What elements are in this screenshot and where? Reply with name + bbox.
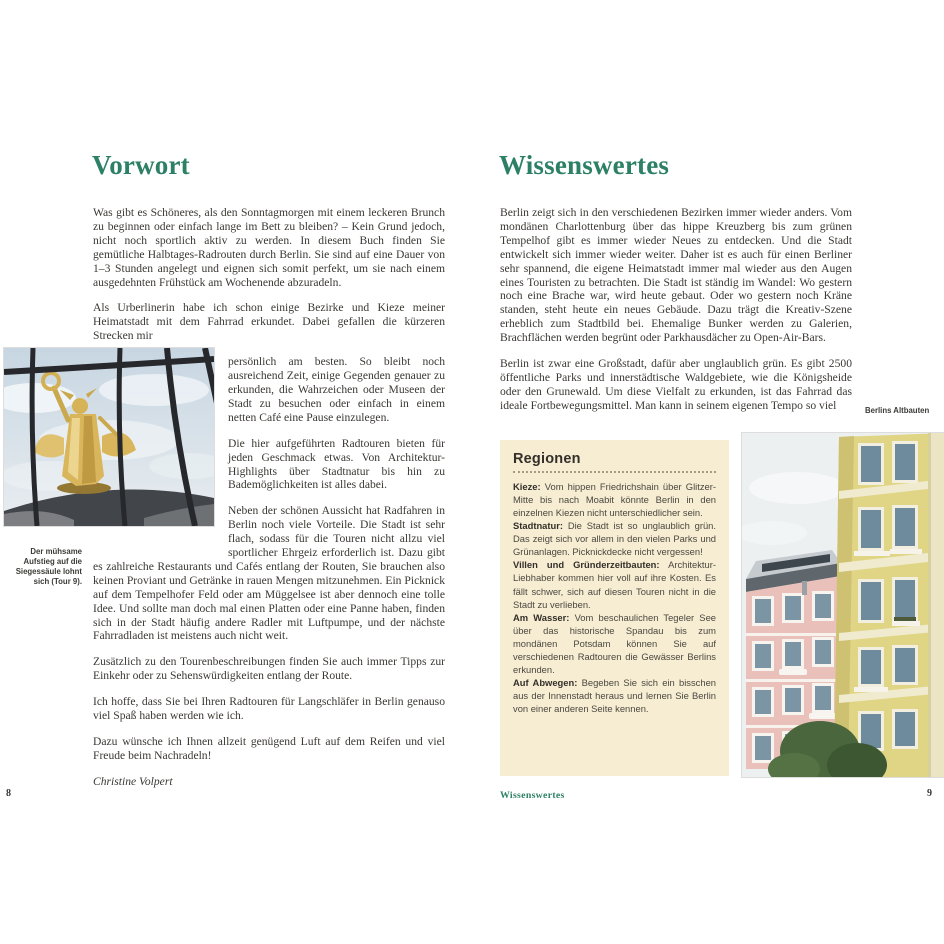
berlin-altbau-illustration <box>742 433 944 777</box>
right-photo-caption: Berlins Altbauten <box>865 406 930 415</box>
paragraph: Berlin ist zwar eine Großstadt, dafür aber unglaublich grün. Es gibt 2500 öffentliche Parks und innerstädtische Waldgebiete, wie die Königsheide oder den Grunewald. Um diese Vielfalt zu erkunden, ist das Fahrrad das ideale Fortbewegungsmittel. Man kann in seinem eigenen Tempo so viel <box>500 357 852 412</box>
info-item-label: Auf Abwegen: <box>513 676 578 688</box>
info-item-stadtnatur <box>513 519 716 558</box>
info-item-text: Die Stadt ist so unglaublich grün. Das zeigt sich vor allem in den vielen Parks und Grünanlagen. Picknickdecke nicht vergessen! <box>513 520 716 558</box>
paragraph: Ich hoffe, dass Sie bei Ihren Radtouren für Langschläfer in Berlin genauso viel Spaß haben werden wie ich. <box>93 695 445 723</box>
info-item-label: Kieze: <box>513 481 541 492</box>
paragraph: Dazu wünsche ich Ihnen allzeit genügend Luft auf dem Reifen und viel Freude beim Nachradeln! <box>93 735 445 762</box>
chapter-footer-label: Wissenswertes <box>500 790 565 801</box>
berlin-altbau-photo <box>741 432 944 778</box>
info-item-text: Begeben Sie sich ein bisschen aus der Innenstadt heraus und lernen Sie Berlin von einer anderen Seite kennen. <box>513 676 716 715</box>
paragraph: Berlin zeigt sich in den verschiedenen Bezirken immer wieder anders. Vom mondänen Charlottenburg über das hippe Kreuzberg bis zum grünen Tempelhof gibt es immer wieder Neues zu entdecken. Und die Stadt entwickelt sich immer wieder weiter. Daher ist es auch für einen Berliner sehr spannend, die eigene Heimatstadt immer mal wieder aus den Augen eines Touristen zu betrachten. Die Stadt ist ständig im Wandel: Wo gestern noch eine Brache war, wird heute gebaut. Oder wo gestern noch Kräne standen, steht heute ein neues Gebäude. Dazu trägt die Kreativ-Szene erheblich zum Stadtbild bei. Ehemalige Bunker werden zu Galerien, Brachflächen werden begrünt oder Parkhausdächer zu Open-Air-Bars. <box>500 206 852 345</box>
info-item-text: Architektur-Liebhaber kommen hier voll auf ihre Kosten. Es fällt schwer, sich auf diesen Touren nicht in die Stadt zu verlieben. <box>513 559 716 610</box>
left-photo-caption: Der mühsame Aufstieg auf die Siegessäule lohnt sich (Tour 9). <box>15 547 82 587</box>
page-number-right: 9 <box>927 788 932 799</box>
info-item-text: Vom beschaulichen Tegeler See über das historische Spandau bis zum mondänen Potsdam können Sie auf verschiedenen Radtouren die Gewässer Berlins erkunden. <box>513 611 716 675</box>
siegessaeule-statue-illustration <box>4 348 214 526</box>
siegessaeule-statue-photo <box>3 347 215 527</box>
right-page-body <box>500 206 852 425</box>
info-item-kieze <box>513 480 716 519</box>
paragraph: persönlich am besten. So bleibt noch ausreichend Zeit, einige Gegenden genauer zu erkunden, die Wahrzeichen oder Museen der Stadt zu besuchen oder einfach in einem netten Café eine Pause einzulegen. <box>228 355 445 424</box>
info-item-text: Vom hippen Friedrichshain über Glitzer-Mitte bis nach Moabit könnte Berlin in den einzelnen Kiezen nicht unterschiedlicher sein. <box>513 481 716 519</box>
paragraph: Neben der schönen Aussicht hat Radfahren in Berlin noch viele Vorteile. Die Stadt ist sehr flach, sodass für die Touren nicht allzu viel sportlicher Ehrgeiz erforderlich ist. Dazu gibt es zahlreiche Restaurants und Cafés entlang der Routen, Sie brauchen also keinen Proviant und Getränke in rauen Mengen mitzunehmen. Ein Picknick auf dem Tempelhofer Feld oder am Müggelsee ist aber dennoch eine tolle Idee. Und sollte man doch mal einen Platten oder eine Panne haben, finden sich in der Stadt häufig andere Radler mit Luftpumpe, und der nächste Fahrradladen ist meistens auch nicht weit. <box>93 504 445 643</box>
info-item-am-wasser <box>513 611 716 676</box>
info-item-villen <box>513 558 716 610</box>
paragraph: Was gibt es Schöneres, als den Sonntagmorgen mit einem leckeren Brunch zu beginnen oder einfach lange im Bett zu bleiben? – Kein Grund jedoch, nicht noch sportlich aktiv zu werden. In diesem Buch finden Sie gemütliche Halbtages-Radrouten durch Berlin. Sie sind auf eine Dauer von 1–3 Stunden angelegt und eignen sich somit perfekt, um sie nach einem ausgedehnten Frühstück am Wochenende abzuradeln. <box>93 206 445 289</box>
author-signature: Christine Volpert <box>93 774 173 788</box>
info-box-title: Regionen <box>513 451 581 467</box>
info-item-label: Am Wasser: <box>513 611 570 623</box>
paragraph: Als Urberlinerin habe ich schon einige Bezirke und Kieze meiner Heimatstadt mit dem Fahrrad erkundet. Dabei gefallen die kürzeren Strecken mir <box>93 301 445 343</box>
paragraph: Zusätzlich zu den Tourenbeschreibungen finden Sie auch immer Tipps zur Einkehr oder zu Sehenswürdigkeiten entlang der Route. <box>93 655 445 683</box>
regionen-info-box <box>500 440 729 776</box>
info-item-label: Villen und Gründerzeitbauten: <box>513 559 660 571</box>
right-page-title: Wissenswertes <box>499 150 670 180</box>
dotted-divider <box>513 471 716 473</box>
info-item-label: Stadtnatur: <box>513 520 563 532</box>
info-item-auf-abwegen <box>513 676 716 715</box>
paragraph: Die hier aufgeführten Radtouren bieten für jeden Geschmack etwas. Von Architektur-Highlights über Stadtnatur bis hin zu Bademöglichkeiten ist alles dabei. <box>228 436 445 492</box>
left-page-title: Vorwort <box>92 150 190 180</box>
page-number-left: 8 <box>6 788 11 799</box>
